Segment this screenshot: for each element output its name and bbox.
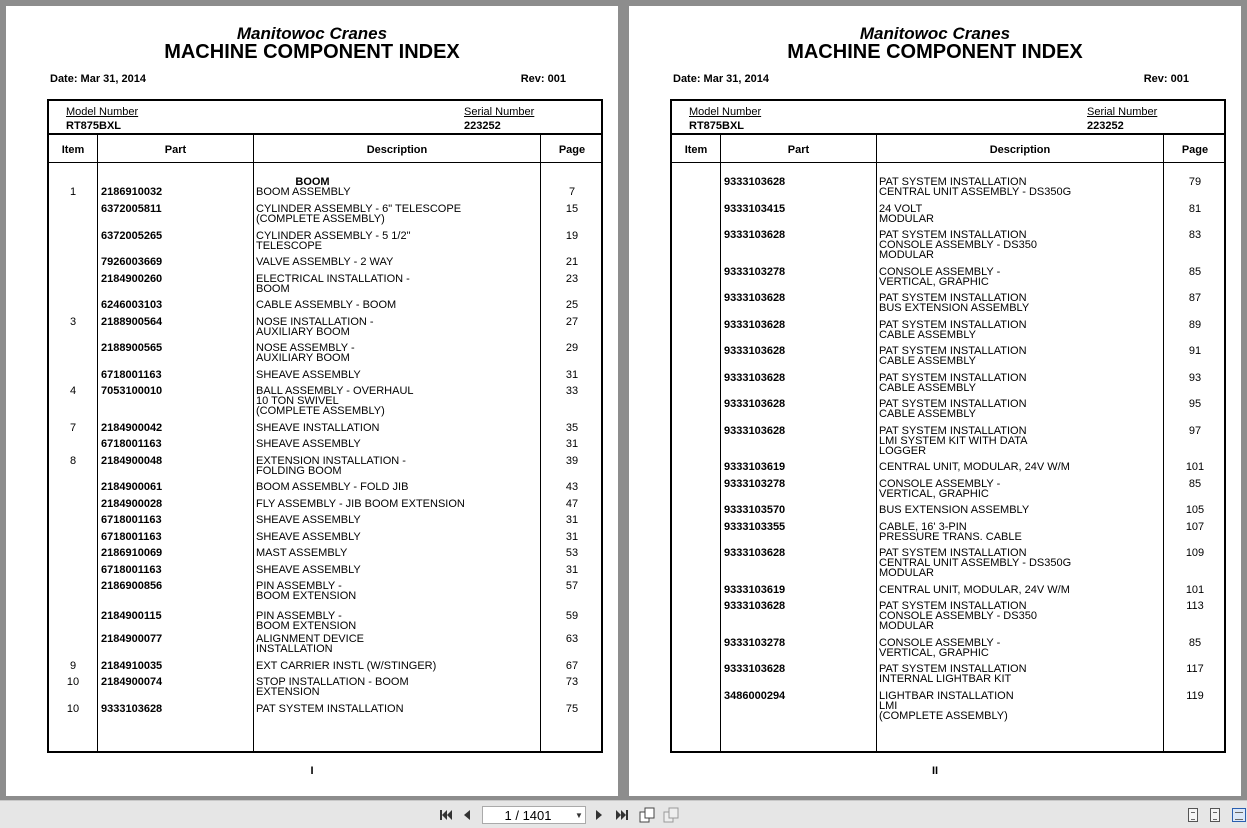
row-part-number: 9333103570 — [724, 504, 786, 516]
row-page-link[interactable]: 27 — [565, 316, 579, 328]
row-description: CYLINDER ASSEMBLY - 5 1/2" TELESCOPE — [256, 230, 411, 252]
row-description: SHEAVE INSTALLATION — [256, 422, 380, 434]
row-description: BOOM ASSEMBLY — [256, 186, 351, 198]
row-part-number: 2186910032 — [101, 186, 163, 198]
row-part-number: 9333103415 — [724, 203, 786, 215]
row-page-link[interactable]: 43 — [565, 481, 579, 493]
row-part-number: 6246003103 — [101, 299, 163, 311]
row-description: 24 VOLT MODULAR — [879, 203, 935, 225]
row-part-number: 9333103278 — [724, 266, 786, 278]
row-description: PAT SYSTEM INSTALLATION INTERNAL LIGHTBAR KIT — [879, 663, 1027, 685]
row-description: PAT SYSTEM INSTALLATION CABLE ASSEMBLY — [879, 345, 1027, 367]
row-description: EXTENSION INSTALLATION - FOLDING BOOM — [256, 455, 406, 477]
row-part-number: 7926003669 — [101, 256, 163, 268]
row-item: 7 — [69, 422, 77, 434]
row-description: BUS EXTENSION ASSEMBLY — [879, 504, 1030, 516]
row-page-link[interactable]: 85 — [1188, 478, 1202, 490]
model-number-label: Model Number — [689, 106, 762, 118]
page-number-value: 1 / 1401 — [504, 807, 552, 823]
document-date: Date: Mar 31, 2014 — [673, 73, 769, 85]
column-header-item: Item — [684, 144, 708, 156]
copy-page-icon[interactable] — [662, 806, 680, 824]
row-part-number: 9333103628 — [724, 229, 786, 241]
row-part-number: 2184910035 — [101, 660, 163, 672]
row-description: ALIGNMENT DEVICE INSTALLATION — [256, 633, 364, 655]
row-page-link[interactable]: 29 — [565, 342, 579, 354]
row-page-link[interactable]: 101 — [1185, 584, 1205, 596]
row-page-link[interactable]: 59 — [565, 610, 579, 622]
row-page-link[interactable]: 31 — [565, 564, 579, 576]
row-part-number: 6718001163 — [101, 369, 162, 381]
row-description: CENTRAL UNIT, MODULAR, 24V W/M — [879, 461, 1070, 473]
row-page-link[interactable]: 31 — [565, 369, 579, 381]
row-page-link[interactable]: 75 — [565, 703, 579, 715]
serial-number-value: 223252 — [464, 120, 501, 132]
model-number-label: Model Number — [66, 106, 139, 118]
column-header-page: Page — [558, 144, 586, 156]
row-part-number: 6718001163 — [101, 514, 162, 526]
row-part-number: 2186900856 — [101, 580, 163, 592]
row-part-number: 3486000294 — [724, 690, 786, 702]
row-description: PAT SYSTEM INSTALLATION CONSOLE ASSEMBLY - DS350 MODULAR — [879, 600, 1037, 632]
page-footer-number: I — [310, 765, 314, 777]
row-part-number: 7053100010 — [101, 385, 163, 397]
serial-number-label: Serial Number — [1087, 106, 1158, 118]
column-divider — [97, 134, 98, 751]
row-part-number: 2184900048 — [101, 455, 163, 467]
row-page-link[interactable]: 73 — [565, 676, 579, 688]
row-part-number: 2184900115 — [101, 610, 162, 622]
row-page-link[interactable]: 87 — [1188, 292, 1202, 304]
row-description: LIGHTBAR INSTALLATION LMI (COMPLETE ASSEMBLY) — [879, 690, 1014, 722]
row-page-link[interactable]: 31 — [565, 438, 579, 450]
rotate-page-icon[interactable] — [638, 806, 656, 824]
single-page-view-icon[interactable] — [1188, 808, 1198, 822]
row-part-number: 6718001163 — [101, 531, 162, 543]
brand-name: Manitowoc Cranes — [236, 24, 388, 43]
row-page-link[interactable]: 95 — [1188, 398, 1202, 410]
row-page-link[interactable]: 97 — [1188, 425, 1202, 437]
row-part-number: 9333103628 — [724, 600, 786, 612]
row-page-link[interactable]: 105 — [1185, 504, 1205, 516]
row-description: VALVE ASSEMBLY - 2 WAY — [256, 256, 394, 268]
row-part-number: 9333103619 — [724, 584, 786, 596]
row-page-link[interactable]: 85 — [1188, 637, 1202, 649]
row-page-link[interactable]: 23 — [565, 273, 579, 285]
row-part-number: 9333103628 — [724, 345, 786, 357]
row-description: STOP INSTALLATION - BOOM EXTENSION — [256, 676, 409, 698]
row-page-link[interactable]: 93 — [1188, 372, 1202, 384]
row-description: PIN ASSEMBLY - BOOM EXTENSION — [256, 580, 357, 602]
row-description: NOSE ASSEMBLY - AUXILIARY BOOM — [256, 342, 355, 364]
row-description: BOOM ASSEMBLY - FOLD JIB — [256, 481, 409, 493]
row-part-number: 2184900042 — [101, 422, 163, 434]
document-revision: Rev: 001 — [520, 73, 566, 85]
row-description: ELECTRICAL INSTALLATION - BOOM — [256, 273, 410, 295]
row-description: PAT SYSTEM INSTALLATION CABLE ASSEMBLY — [879, 372, 1027, 394]
row-part-number: 2188900565 — [101, 342, 163, 354]
section-heading: BOOM — [295, 176, 330, 188]
column-divider — [720, 134, 721, 751]
row-page-link[interactable]: 39 — [565, 455, 579, 467]
row-part-number: 6718001163 — [101, 564, 162, 576]
row-description: MAST ASSEMBLY — [256, 547, 348, 559]
column-header-description: Description — [989, 144, 1051, 156]
row-page-link[interactable]: 19 — [565, 230, 579, 242]
row-item: 9 — [69, 660, 77, 672]
component-index-table — [670, 99, 1226, 753]
row-part-number: 9333103355 — [724, 521, 786, 533]
row-part-number: 9333103628 — [724, 547, 786, 559]
row-page-link[interactable]: 83 — [1188, 229, 1202, 241]
row-part-number: 6372005265 — [101, 230, 163, 242]
row-description: PAT SYSTEM INSTALLATION CONSOLE ASSEMBLY - DS350 MODULAR — [879, 229, 1037, 261]
page-footer-number: II — [931, 765, 939, 777]
row-part-number: 9333103628 — [101, 703, 163, 715]
model-number-value: RT875BXL — [66, 120, 122, 132]
column-header-item: Item — [61, 144, 85, 156]
table-divider — [672, 133, 1224, 135]
row-description: SHEAVE ASSEMBLY — [256, 514, 361, 526]
row-part-number: 9333103628 — [724, 176, 786, 188]
row-description: SHEAVE ASSEMBLY — [256, 369, 361, 381]
document-date: Date: Mar 31, 2014 — [50, 73, 146, 85]
document-title: MACHINE COMPONENT INDEX — [787, 41, 1083, 63]
row-part-number: 9333103628 — [724, 425, 786, 437]
row-part-number: 9333103619 — [724, 461, 786, 473]
row-item: 1 — [69, 186, 77, 198]
row-description: PAT SYSTEM INSTALLATION BUS EXTENSION ASSEMBLY — [879, 292, 1030, 314]
column-divider — [1163, 134, 1164, 751]
row-description: CENTRAL UNIT, MODULAR, 24V W/M — [879, 584, 1070, 596]
row-page-link[interactable]: 31 — [565, 514, 579, 526]
last-page-icon[interactable] — [614, 806, 630, 824]
document-page-2 — [629, 6, 1241, 796]
column-header-part: Part — [787, 144, 810, 156]
row-part-number: 2184900061 — [101, 481, 163, 493]
row-part-number: 9333103628 — [724, 372, 786, 384]
row-description: CONSOLE ASSEMBLY - VERTICAL, GRAPHIC — [879, 478, 1001, 500]
row-description: SHEAVE ASSEMBLY — [256, 564, 361, 576]
serial-number-label: Serial Number — [464, 106, 535, 118]
row-part-number: 2184900260 — [101, 273, 163, 285]
row-part-number: 2186910069 — [101, 547, 163, 559]
row-description: EXT CARRIER INSTL (W/STINGER) — [256, 660, 437, 672]
row-page-link[interactable]: 91 — [1188, 345, 1202, 357]
row-page-link[interactable]: 35 — [565, 422, 579, 434]
document-page-1 — [6, 6, 618, 796]
column-divider — [876, 134, 877, 751]
row-description: CABLE, 16' 3-PIN PRESSURE TRANS. CABLE — [879, 521, 1022, 543]
previous-page-icon[interactable] — [460, 806, 474, 824]
chevron-down-icon[interactable]: ▼ — [575, 810, 583, 820]
row-item: 8 — [69, 455, 77, 467]
first-page-icon[interactable] — [438, 806, 454, 824]
row-description: PAT SYSTEM INSTALLATION CABLE ASSEMBLY — [879, 319, 1027, 341]
column-divider — [253, 134, 254, 751]
row-description: FLY ASSEMBLY - JIB BOOM EXTENSION — [256, 498, 465, 510]
row-description: PAT SYSTEM INSTALLATION LMI SYSTEM KIT WITH DATA LOGGER — [879, 425, 1028, 457]
row-page-link[interactable]: 31 — [565, 531, 579, 543]
table-divider — [49, 133, 601, 135]
row-description: PAT SYSTEM INSTALLATION CENTRAL UNIT ASSEMBLY - DS350G MODULAR — [879, 547, 1072, 579]
document-title: MACHINE COMPONENT INDEX — [164, 41, 460, 63]
row-description: CYLINDER ASSEMBLY - 6" TELESCOPE (COMPLETE ASSEMBLY) — [256, 203, 462, 225]
row-item: 3 — [69, 316, 77, 328]
row-item: 10 — [66, 703, 80, 715]
table-divider — [672, 162, 1224, 163]
row-part-number: 6718001163 — [101, 438, 162, 450]
row-page-link[interactable]: 47 — [565, 498, 579, 510]
row-item: 10 — [66, 676, 80, 688]
column-header-description: Description — [366, 144, 428, 156]
row-description: CONSOLE ASSEMBLY - VERTICAL, GRAPHIC — [879, 637, 1001, 659]
row-page-link[interactable]: 107 — [1185, 521, 1205, 533]
column-header-page: Page — [1181, 144, 1209, 156]
row-page-link[interactable]: 85 — [1188, 266, 1202, 278]
row-page-link[interactable]: 21 — [565, 256, 579, 268]
brand-name: Manitowoc Cranes — [859, 24, 1011, 43]
row-page-link[interactable]: 109 — [1185, 547, 1205, 559]
row-description: PIN ASSEMBLY - BOOM EXTENSION — [256, 610, 357, 632]
row-page-link[interactable]: 7 — [568, 186, 576, 198]
row-page-link[interactable]: 57 — [565, 580, 579, 592]
row-description: CONSOLE ASSEMBLY - VERTICAL, GRAPHIC — [879, 266, 1001, 288]
row-part-number: 9333103278 — [724, 637, 786, 649]
document-revision: Rev: 001 — [1143, 73, 1189, 85]
row-page-link[interactable]: 79 — [1188, 176, 1202, 188]
row-part-number: 9333103628 — [724, 398, 786, 410]
row-part-number: 6372005811 — [101, 203, 162, 215]
row-page-link[interactable]: 81 — [1188, 203, 1202, 215]
row-part-number: 9333103278 — [724, 478, 786, 490]
column-header-part: Part — [164, 144, 187, 156]
table-divider — [49, 162, 601, 163]
row-description: NOSE INSTALLATION - AUXILIARY BOOM — [256, 316, 374, 338]
bottom-toolbar — [0, 800, 1247, 828]
row-page-link[interactable]: 101 — [1185, 461, 1205, 473]
row-description: PAT SYSTEM INSTALLATION CENTRAL UNIT ASSEMBLY - DS350G — [879, 176, 1072, 198]
row-description: SHEAVE ASSEMBLY — [256, 531, 361, 543]
row-description: PAT SYSTEM INSTALLATION CABLE ASSEMBLY — [879, 398, 1027, 420]
page-number-select[interactable] — [482, 806, 586, 824]
model-number-value: RT875BXL — [689, 120, 745, 132]
row-part-number: 9333103628 — [724, 319, 786, 331]
two-page-view-icon[interactable] — [1232, 808, 1246, 822]
next-page-icon[interactable] — [592, 806, 606, 824]
row-part-number: 2184900077 — [101, 633, 163, 645]
row-description: CABLE ASSEMBLY - BOOM — [256, 299, 397, 311]
row-description: SHEAVE ASSEMBLY — [256, 438, 361, 450]
row-part-number: 2188900564 — [101, 316, 163, 328]
row-part-number: 9333103628 — [724, 663, 786, 675]
row-page-link[interactable]: 15 — [565, 203, 579, 215]
continuous-view-icon[interactable] — [1210, 808, 1220, 822]
row-description: PAT SYSTEM INSTALLATION — [256, 703, 404, 715]
row-page-link[interactable]: 119 — [1186, 690, 1204, 702]
row-part-number: 2184900028 — [101, 498, 163, 510]
row-item: 4 — [69, 385, 77, 397]
row-page-link[interactable]: 113 — [1186, 600, 1204, 612]
component-index-table — [47, 99, 603, 753]
row-description: BALL ASSEMBLY - OVERHAUL 10 TON SWIVEL (COMPLETE ASSEMBLY) — [256, 385, 414, 417]
serial-number-value: 223252 — [1087, 120, 1124, 132]
row-page-link[interactable]: 25 — [565, 299, 579, 311]
row-page-link[interactable]: 117 — [1186, 663, 1204, 675]
row-page-link[interactable]: 63 — [565, 633, 579, 645]
row-page-link[interactable]: 33 — [565, 385, 579, 397]
row-page-link[interactable]: 89 — [1188, 319, 1202, 331]
row-page-link[interactable]: 53 — [565, 547, 579, 559]
row-part-number: 2184900074 — [101, 676, 163, 688]
row-part-number: 9333103628 — [724, 292, 786, 304]
row-page-link[interactable]: 67 — [565, 660, 579, 672]
